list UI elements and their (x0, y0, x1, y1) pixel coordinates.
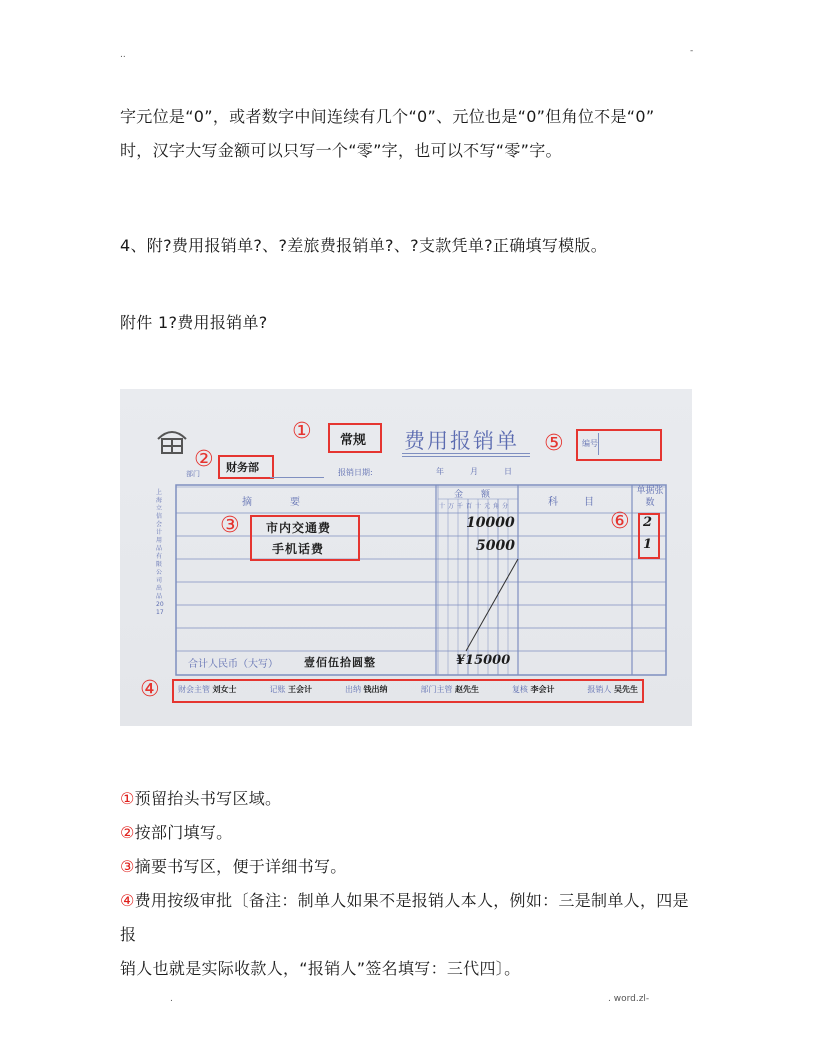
notes-list (120, 782, 700, 986)
row-2-count: 1 (643, 537, 653, 552)
row-2-summary: 手机话费 (272, 542, 325, 556)
date-label: 报销日期: (338, 468, 373, 477)
note-continuation: 销人也就是实际收款人，“报销人”签名填写：三代四〕。 (120, 959, 521, 978)
date-day: 日 (504, 467, 512, 476)
marker-2: ② (194, 447, 214, 472)
note-text: 费用按级审批〔备注：制单人如果不是报销人本人，例如：三是制单人，四是报 (120, 891, 689, 944)
signature-item: 记账 王会计 (269, 684, 313, 694)
row-1-summary: 市内交通费 (266, 521, 332, 535)
total-label: 合计人民币（大写） (188, 659, 278, 670)
paragraph-line: 字元位是“0”，或者数字中间连续有几个“0”、元位也是“0”但角位不是“0” (120, 107, 655, 126)
row-1-count: 2 (643, 515, 653, 530)
form-title: 费用报销单 (404, 429, 519, 453)
header-left-mark: .. (120, 50, 126, 60)
section-heading: 4、附?费用报销单?、?差旅费报销单?、?支款凭单?正确填写模版。 (120, 236, 608, 255)
digit-units (439, 501, 511, 510)
note-item (120, 782, 700, 816)
marker-4: ④ (140, 677, 160, 702)
signature-item: 报销人 吴先生 (587, 684, 638, 694)
note-text: 按部门填写。 (134, 823, 233, 842)
expense-form-photo (120, 389, 692, 726)
total-text: 壹佰伍拾圆整 (304, 656, 376, 669)
marker-1: ① (292, 419, 312, 444)
paragraph-zero-rule (120, 100, 700, 168)
dept-label: 部门 (186, 470, 200, 478)
signature-item: 部门主管 赵先生 (420, 684, 479, 694)
col-attach-header: 单据张数 (636, 486, 664, 508)
digit-unit: 元 (484, 503, 494, 510)
signature-item: 出纳 钱出纳 (344, 684, 388, 694)
note-marker: ③ (120, 857, 135, 876)
marker-3: ③ (220, 513, 240, 538)
digit-unit: 十 (439, 503, 449, 510)
signature-row (178, 684, 638, 695)
date-month: 月 (470, 467, 478, 476)
side-printed-text: 上海立信会计用品有限公司出品 2017 (156, 489, 164, 616)
note-marker: ① (120, 789, 135, 808)
note-item (120, 884, 700, 952)
note-marker: ④ (120, 891, 135, 910)
date-year: 年 (436, 467, 444, 476)
col-subject-header: 科 目 (548, 497, 596, 508)
footer-right-text: . word.zl- (608, 994, 650, 1004)
stamp-text: 常规 (340, 433, 367, 448)
marker-5: ⑤ (544, 431, 564, 456)
digit-unit: 分 (502, 503, 512, 510)
digit-unit: 万 (448, 503, 458, 510)
footer-left-mark: . (170, 994, 173, 1004)
form-grid (120, 389, 692, 726)
col-amount-header: 金 额 (454, 490, 491, 500)
note-text: 摘要书写区，便于详细书写。 (134, 857, 347, 876)
note-text: 预留抬头书写区域。 (134, 789, 282, 808)
marker-6: ⑥ (610, 509, 630, 534)
note-item (120, 850, 700, 884)
digit-unit: 百 (466, 503, 476, 510)
digit-unit: 十 (475, 503, 485, 510)
total-amount: ¥15000 (456, 653, 511, 668)
digit-unit: 角 (493, 503, 503, 510)
note-marker: ② (120, 823, 135, 842)
col-summary-header: 摘 要 (242, 497, 302, 508)
header-right-mark: - (690, 46, 694, 56)
paragraph-line: 时，汉字大写金额可以只写一个“零”字，也可以不写“零”字。 (120, 141, 562, 160)
signature-item: 复核 李会计 (511, 684, 555, 694)
dept-value: 财务部 (226, 461, 259, 474)
note-item (120, 816, 700, 850)
row-2-amount: 5000 (476, 538, 515, 554)
number-label: 编号 (582, 439, 598, 448)
attachment-title: 附件 1?费用报销单? (120, 313, 268, 332)
row-1-amount: 10000 (466, 515, 515, 531)
digit-unit: 千 (457, 503, 467, 510)
signature-item: 财会主管 刘女士 (178, 684, 237, 694)
